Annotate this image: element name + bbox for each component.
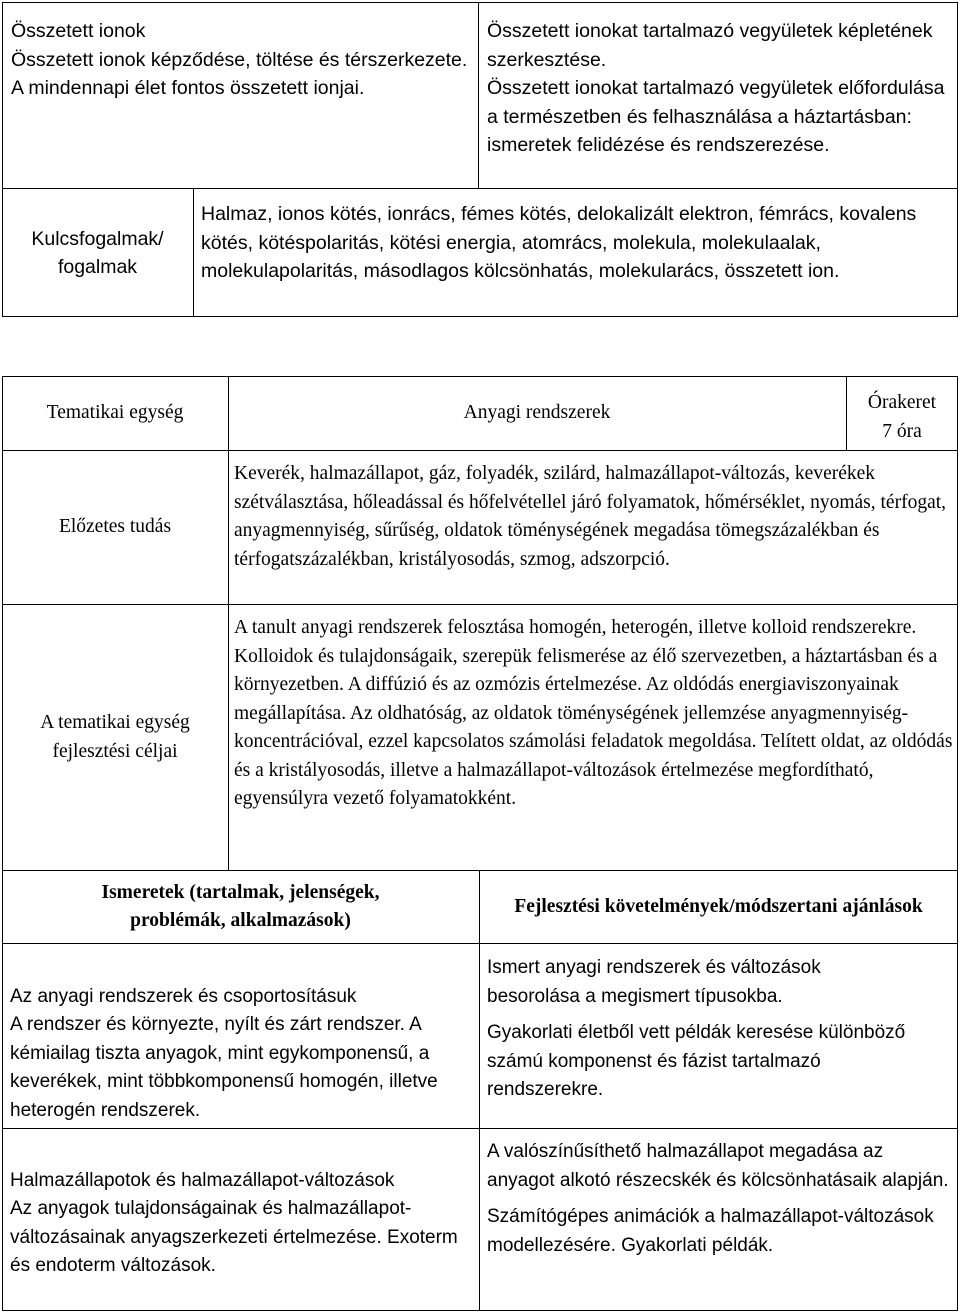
prior-knowledge-text: Keverék, halmazállapot, gáz, folyadék, szilárd, halmazállapot-változás, keverékek szétválasztása, hőleadással és hőfelvétellel járó folyamatok, hőmérséklet, nyomás, térfogat, anyagmennyiség, sűrűség, oldatok töménységének megadása tömegszázalékban és térfogatszázalékban, kristályosodás, szmog, adszorpció. — [234, 463, 947, 570]
top-right-cell — [487, 17, 955, 160]
hours-label: Órakeret — [867, 392, 937, 413]
knowledge-column-header-text: Ismeretek (tartalmak, jelenségek, problémák, alkalmazások) — [101, 881, 380, 931]
top-left-cell — [11, 17, 471, 103]
compound-formula-text: Összetett ionokat tartalmazó vegyületek képletének szerkesztése. — [487, 20, 933, 71]
complex-ions-title: Összetett ionok — [11, 20, 146, 42]
requirement-4-text: Számítógépes animációk a halmazállapot-változások modellezésére. Gyakorlati példák. — [487, 1206, 934, 1256]
hours-value: 7 óra — [882, 420, 922, 442]
requirement-3-text: A valószínűsíthető halmazállapot megadása az anyagot alkotó részecskék és kölcsönhatásaik alapján. — [487, 1141, 949, 1191]
key-concepts-text: Halmaz, ionos kötés, ionrács, fémes kötés, delokalizált elektron, fémrács, kovalens kötés, kötéspolaritás, kötési energia, atomrács, molekula, molekulaalak, molekulapolaritás, másodlagos kölcsönhatás, molekularács, összetett ion. — [201, 203, 917, 282]
development-goals-text: A tanult anyagi rendszerek felosztása homogén, heterogén, illetve kolloid rendszerekre. Kolloidok és tulajdonságaik, szerepük felismerése az élő szervezetben, a háztartásban és a környezetben. A diffúzió és az ozmózis értelmezése. Az oldódás energiaviszonyainak megállapítása. Az oldhatóság, az oldatok töménységének jellemzése anyagmennyiség-koncentrációval, ezzel kapcsolatos számolási feladatok megoldása. Telített oldat, az oldódás és a kristályosodás, illetve a halmazállapot-változások értelmezése megfordítható, egyensúlyra vezető folyamatokként. — [234, 617, 953, 809]
prior-divider — [228, 450, 229, 870]
col-header-bottom — [2, 943, 958, 944]
knowledge-block-1 — [10, 954, 476, 1154]
compound-occurrence-text: Összetett ionokat tartalmazó vegyületek előfordulása a természetben és felhasználása a háztartásban: ismeretek felidézése és rendszerezése. — [487, 77, 945, 156]
top-table-divider-3 — [193, 188, 194, 317]
prior-knowledge-label-text: Előzetes tudás — [58, 516, 172, 538]
development-goals-label-text: A tematikai egység fejlesztési céljai — [40, 712, 190, 762]
requirements-column-header-text: Fejlesztési követelmények/módszertani ajánlások — [514, 895, 923, 917]
hours-cell — [846, 376, 958, 450]
knowledge-block-2 — [10, 1138, 476, 1309]
thematic-unit-label — [2, 376, 228, 450]
unit-name: Anyagi rendszerek — [463, 401, 611, 423]
prior-knowledge-label — [2, 451, 228, 604]
thematic-unit-label-text: Tematikai egység — [46, 401, 184, 423]
key-concepts-label — [2, 189, 193, 317]
key-concepts-cell — [201, 200, 953, 286]
unit-name-cell — [228, 376, 846, 450]
requirement-block-1 — [487, 954, 907, 1105]
development-goals-cell — [234, 614, 956, 814]
knowledge-block-2-text: Halmazállapotok és halmazállapot-változások Az anyagok tulajdonságainak és halmazállapot-változásainak anyagszerkezeti értelmezése. Exoterm és endoterm változások. — [10, 1169, 458, 1276]
top-table-divider-1 — [478, 2, 479, 189]
knowledge-block-1-text: Az anyagi rendszerek és csoportosításuk A rendszer és környezte, nyílt és zárt rendszer. A kémiailag tiszta anyagok, mint egykomponensű, a keverékek, mint többkomponensű homogén, illetve heterogén rendszerek. — [10, 985, 438, 1121]
prior-knowledge-cell — [234, 460, 954, 574]
requirements-column-header — [479, 871, 958, 943]
knowledge-column-header — [2, 871, 479, 943]
right-block-divider — [479, 1128, 958, 1129]
development-goals-label — [2, 605, 228, 870]
requirement-2-text: Gyakorlati életből vett példák keresése különböző számú komponenst és fázist tartalmazó rendszerekre. — [487, 1022, 906, 1100]
requirement-block-2 — [487, 1138, 952, 1260]
complex-ions-description: Összetett ionok képződése, töltése és térszerkezete. A mindennapi élet fontos összetett ionjai. — [11, 48, 468, 99]
key-concepts-label-text: Kulcsfogalmak/ fogalmak — [31, 227, 164, 278]
requirement-1-text: Ismert anyagi rendszerek és változások besorolása a megismert típusokba. — [487, 957, 821, 1007]
